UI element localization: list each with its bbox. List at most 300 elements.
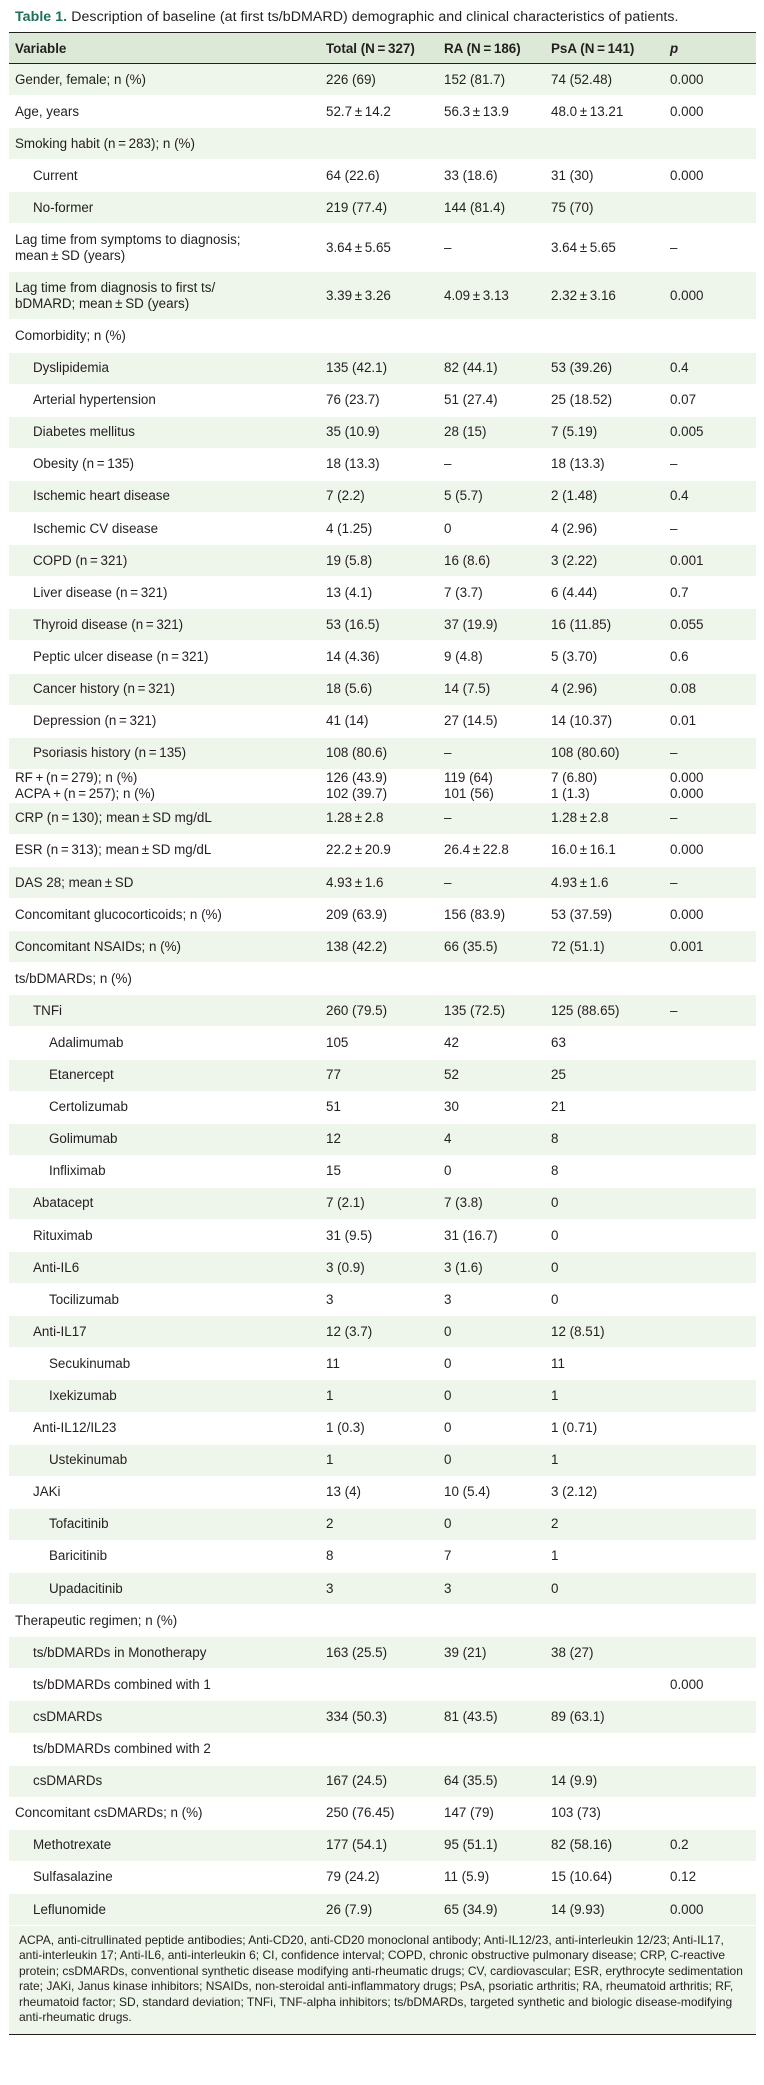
cell-psa-value: 4 (2.96)	[551, 681, 598, 697]
cell-p-value	[664, 834, 756, 866]
table-row	[9, 1829, 756, 1861]
cell-psa	[545, 866, 664, 898]
cell-p-value	[664, 609, 756, 641]
cell-psa-value: 6 (4.44)	[551, 584, 598, 600]
cell-total	[320, 995, 438, 1027]
cell-ra-value: 0	[444, 1323, 452, 1339]
cell-ra-value: 144 (81.4)	[444, 199, 506, 215]
cell-ra-value: 52	[444, 1067, 459, 1083]
cell-total	[320, 192, 438, 224]
variable-label: JAKi	[33, 1484, 61, 1500]
cell-psa-value: 1	[551, 1452, 559, 1468]
cell-total	[320, 931, 438, 963]
cell-ra	[438, 1316, 545, 1348]
cell-psa	[545, 160, 664, 192]
cell-variable	[9, 866, 320, 898]
cell-psa	[545, 1284, 664, 1316]
cell-p-value	[664, 705, 756, 737]
cell-p-value	[664, 224, 756, 272]
cell-ra	[438, 224, 545, 272]
cell-total	[320, 1412, 438, 1444]
cell-total	[320, 160, 438, 192]
cell-total	[320, 1059, 438, 1091]
cell-ra	[438, 673, 545, 705]
cell-total-value: 77	[326, 1067, 341, 1083]
cell-total	[320, 1123, 438, 1155]
cell-ra-value: 56.3 ± 13.9	[444, 103, 509, 119]
cell-p-value	[664, 963, 756, 995]
cell-ra-value: 66 (35.5)	[444, 938, 498, 954]
cell-variable	[9, 192, 320, 224]
cell-p-value-value: 0.001	[670, 552, 704, 568]
cell-total-value: 4.93 ± 1.6	[326, 874, 384, 890]
table-row	[9, 448, 756, 480]
cell-p-value-value: 0.7	[670, 584, 689, 600]
cell-total-value: 3 (0.9)	[326, 1259, 365, 1275]
cell-p-value	[664, 1220, 756, 1252]
cell-psa	[545, 1861, 664, 1893]
cell-total-value: 167 (24.5)	[326, 1773, 388, 1789]
cell-ra-value: 0	[444, 1452, 452, 1468]
cell-ra	[438, 1155, 545, 1187]
cell-psa-value: 4.93 ± 1.6	[551, 874, 609, 890]
cell-ra	[438, 769, 545, 802]
table-row	[9, 513, 756, 545]
cell-ra	[438, 96, 545, 128]
cell-ra-value: 0	[444, 1163, 452, 1179]
cell-ra	[438, 963, 545, 995]
cell-variable	[9, 609, 320, 641]
variable-label: Lag time from symptoms to diagnosis;	[15, 231, 241, 247]
cell-variable	[9, 320, 320, 352]
cell-psa	[545, 963, 664, 995]
cell-total	[320, 1540, 438, 1572]
cell-ra	[438, 1701, 545, 1733]
cell-total-value: 79 (24.2)	[326, 1869, 380, 1885]
cell-total	[320, 1316, 438, 1348]
cell-p-value	[664, 416, 756, 448]
cell-psa	[545, 995, 664, 1027]
table-row	[9, 609, 756, 641]
variable-label: Arterial hypertension	[33, 392, 156, 408]
cell-p-value	[664, 769, 756, 802]
cell-p-value	[664, 1059, 756, 1091]
cell-psa	[545, 1540, 664, 1572]
characteristics-table	[9, 32, 756, 2035]
variable-label: Leflunomide	[33, 1901, 106, 1917]
cell-p-value	[664, 1476, 756, 1508]
cell-total-value: 13 (4.1)	[326, 584, 373, 600]
variable-label: Dyslipidemia	[33, 360, 109, 376]
variable-label: Etanercept	[49, 1067, 114, 1083]
cell-psa-value: 63	[551, 1034, 566, 1050]
cell-p-value	[664, 545, 756, 577]
variable-label: Thyroid disease (n = 321)	[33, 616, 184, 632]
cell-psa	[545, 737, 664, 769]
cell-psa	[545, 769, 664, 802]
variable-label: DAS 28; mean ± SD	[15, 874, 134, 890]
cell-p-value-value: 0.07	[670, 392, 697, 408]
cell-total	[320, 1669, 438, 1701]
cell-ra-value: 10 (5.4)	[444, 1484, 491, 1500]
cell-total	[320, 1155, 438, 1187]
cell-variable	[9, 1348, 320, 1380]
cell-p-value	[664, 64, 756, 96]
cell-ra	[438, 1829, 545, 1861]
cell-total	[320, 1765, 438, 1797]
cell-psa	[545, 1476, 664, 1508]
cell-total	[320, 1091, 438, 1123]
cell-ra	[438, 1893, 545, 1925]
cell-ra-value: 3	[444, 1580, 452, 1596]
cell-p-value	[664, 320, 756, 352]
cell-p-value-value: 0.2	[670, 1837, 689, 1853]
cell-ra	[438, 1861, 545, 1893]
cell-p-value	[664, 931, 756, 963]
cell-p-value-value: –	[670, 239, 678, 255]
cell-ra-value: 3	[444, 1291, 452, 1307]
cell-ra-value: 31 (16.7)	[444, 1227, 498, 1243]
table-row	[9, 1540, 756, 1572]
table-row	[9, 1861, 756, 1893]
table-row	[9, 1573, 756, 1605]
cell-psa-value: 11	[551, 1355, 565, 1371]
cell-p-value	[664, 513, 756, 545]
cell-total	[320, 705, 438, 737]
cell-psa	[545, 1123, 664, 1155]
cell-total	[320, 577, 438, 609]
cell-psa	[545, 96, 664, 128]
cell-psa-value: 3.64 ± 5.65	[551, 239, 616, 255]
variable-label: Adalimumab	[49, 1034, 124, 1050]
cell-variable	[9, 1123, 320, 1155]
table-row	[9, 899, 756, 931]
cell-variable	[9, 769, 320, 802]
cell-psa	[545, 192, 664, 224]
cell-p-value-value: –	[670, 520, 678, 536]
cell-variable	[9, 224, 320, 272]
cell-p-value	[664, 866, 756, 898]
cell-ra-value: 4.09 ± 3.13	[444, 287, 509, 303]
cell-total	[320, 673, 438, 705]
cell-psa	[545, 1444, 664, 1476]
cell-psa-value: 89 (63.1)	[551, 1708, 605, 1724]
cell-p-value	[664, 1412, 756, 1444]
cell-p-value-value: 0.001	[670, 938, 704, 954]
table-row	[9, 1187, 756, 1219]
cell-ra	[438, 1669, 545, 1701]
table-row	[9, 1476, 756, 1508]
cell-p-value	[664, 1091, 756, 1123]
cell-psa	[545, 1220, 664, 1252]
variable-label: Age, years	[15, 103, 80, 119]
cell-psa	[545, 1573, 664, 1605]
table-caption-label: Table 1.	[15, 9, 68, 25]
table-row	[9, 1252, 756, 1284]
cell-ra-value: 4	[444, 1131, 452, 1147]
cell-total	[320, 834, 438, 866]
cell-psa	[545, 1091, 664, 1123]
cell-total-value: 41 (14)	[326, 713, 369, 729]
variable-label: Concomitant csDMARDs; n (%)	[15, 1805, 203, 1821]
cell-ra-value: 81 (43.5)	[444, 1708, 498, 1724]
cell-p-value-value: 0.000	[670, 71, 704, 87]
variable-label: Anti-IL6	[33, 1259, 80, 1275]
variable-label: Diabetes mellitus	[33, 424, 135, 440]
table-row	[9, 384, 756, 416]
cell-variable	[9, 1284, 320, 1316]
cell-total	[320, 1861, 438, 1893]
cell-psa	[545, 64, 664, 96]
cell-total	[320, 609, 438, 641]
cell-psa-value: 3 (2.22)	[551, 552, 598, 568]
cell-p-value	[664, 352, 756, 384]
cell-variable	[9, 995, 320, 1027]
cell-variable	[9, 352, 320, 384]
cell-variable	[9, 1187, 320, 1219]
cell-total-value: 1	[326, 1388, 334, 1404]
cell-p-value-value: –	[670, 874, 678, 890]
cell-ra-value: 64 (35.5)	[444, 1773, 498, 1789]
cell-total-value: 209 (63.9)	[326, 906, 388, 922]
cell-ra	[438, 1508, 545, 1540]
cell-psa	[545, 1669, 664, 1701]
cell-psa	[545, 448, 664, 480]
cell-variable	[9, 1059, 320, 1091]
cell-psa-value: 7 (5.19)	[551, 424, 598, 440]
cell-p-value	[664, 1765, 756, 1797]
cell-variable	[9, 480, 320, 512]
cell-p-value-value-line2: 0.000	[670, 785, 704, 801]
table-row	[9, 320, 756, 352]
cell-total	[320, 1605, 438, 1637]
cell-variable	[9, 1893, 320, 1925]
cell-total	[320, 96, 438, 128]
cell-total-value: 26 (7.9)	[326, 1901, 373, 1917]
cell-psa	[545, 1829, 664, 1861]
cell-ra	[438, 272, 545, 320]
cell-p-value	[664, 1605, 756, 1637]
cell-variable	[9, 1637, 320, 1669]
table-row	[9, 160, 756, 192]
cell-total	[320, 1380, 438, 1412]
cell-psa	[545, 352, 664, 384]
table-row	[9, 1797, 756, 1829]
cell-ra	[438, 1027, 545, 1059]
cell-psa	[545, 1059, 664, 1091]
cell-ra	[438, 448, 545, 480]
cell-ra-value: 0	[444, 1355, 452, 1371]
cell-p-value	[664, 192, 756, 224]
cell-p-value	[664, 480, 756, 512]
cell-total-value: 53 (16.5)	[326, 616, 380, 632]
table-body	[9, 64, 756, 1926]
cell-psa	[545, 834, 664, 866]
variable-label: Obesity (n = 135)	[33, 456, 135, 472]
cell-total-value: 3	[326, 1291, 334, 1307]
cell-ra	[438, 545, 545, 577]
cell-psa	[545, 128, 664, 160]
cell-psa-value: 3 (2.12)	[551, 1484, 598, 1500]
cell-variable	[9, 1316, 320, 1348]
header-total: Total (N = 327)	[320, 33, 438, 64]
cell-variable	[9, 1252, 320, 1284]
cell-total	[320, 128, 438, 160]
cell-total-value: 3	[326, 1580, 334, 1596]
cell-psa	[545, 705, 664, 737]
cell-total-value: 226 (69)	[326, 71, 376, 87]
cell-psa-value: 1	[551, 1388, 559, 1404]
cell-p-value	[664, 1252, 756, 1284]
cell-ra	[438, 609, 545, 641]
cell-ra	[438, 384, 545, 416]
table-row	[9, 1669, 756, 1701]
cell-total-value: 108 (80.6)	[326, 745, 388, 761]
table-row	[9, 192, 756, 224]
cell-p-value	[664, 1155, 756, 1187]
cell-variable	[9, 737, 320, 769]
cell-variable	[9, 416, 320, 448]
cell-p-value-value: 0.055	[670, 616, 704, 632]
cell-total	[320, 513, 438, 545]
cell-variable	[9, 673, 320, 705]
cell-psa	[545, 1508, 664, 1540]
cell-psa-value: 14 (9.9)	[551, 1773, 598, 1789]
cell-ra-value: 37 (19.9)	[444, 616, 498, 632]
cell-p-value-value: 0.08	[670, 681, 697, 697]
variable-label: Cancer history (n = 321)	[33, 681, 175, 697]
table-row	[9, 577, 756, 609]
cell-ra	[438, 577, 545, 609]
cell-total	[320, 866, 438, 898]
cell-psa-value: 103 (73)	[551, 1805, 601, 1821]
variable-label: ts/bDMARDs in Monotherapy	[33, 1644, 207, 1660]
cell-ra	[438, 1252, 545, 1284]
cell-variable	[9, 1861, 320, 1893]
cell-variable	[9, 1765, 320, 1797]
cell-psa-value: 4 (2.96)	[551, 520, 598, 536]
cell-p-value-value: 0.000	[670, 167, 704, 183]
cell-total	[320, 769, 438, 802]
cell-total-value: 13 (4)	[326, 1484, 361, 1500]
cell-psa-value: 53 (37.59)	[551, 906, 613, 922]
cell-psa-value: 0	[551, 1259, 559, 1275]
cell-ra	[438, 834, 545, 866]
cell-total	[320, 1637, 438, 1669]
cell-psa-value: 125 (88.65)	[551, 1002, 620, 1018]
cell-psa-value: 74 (52.48)	[551, 71, 613, 87]
table-row	[9, 834, 756, 866]
variable-label: Infliximab	[49, 1163, 106, 1179]
cell-ra	[438, 416, 545, 448]
cell-psa-value: 2 (1.48)	[551, 488, 598, 504]
cell-psa-value: 1 (0.71)	[551, 1420, 598, 1436]
cell-p-value	[664, 1797, 756, 1829]
cell-psa-value: 18 (13.3)	[551, 456, 605, 472]
cell-p-value	[664, 1380, 756, 1412]
cell-ra-value: –	[444, 810, 452, 826]
table-row	[9, 1380, 756, 1412]
cell-p-value	[664, 1669, 756, 1701]
table-row	[9, 352, 756, 384]
header-variable: Variable	[9, 33, 320, 64]
cell-psa-value: 108 (80.60)	[551, 745, 620, 761]
cell-ra	[438, 1348, 545, 1380]
cell-total-value: 18 (5.6)	[326, 681, 373, 697]
cell-total	[320, 1701, 438, 1733]
cell-psa-value: 53 (39.26)	[551, 360, 613, 376]
cell-total	[320, 1508, 438, 1540]
cell-p-value-value: 0.01	[670, 713, 697, 729]
cell-total	[320, 1444, 438, 1476]
cell-ra-value: 0	[444, 1388, 452, 1404]
cell-psa	[545, 609, 664, 641]
cell-ra	[438, 128, 545, 160]
table-row	[9, 1637, 756, 1669]
cell-ra	[438, 192, 545, 224]
cell-psa-value: 8	[551, 1131, 559, 1147]
cell-p-value-value: –	[670, 810, 678, 826]
cell-ra-value: 5 (5.7)	[444, 488, 483, 504]
cell-psa	[545, 224, 664, 272]
cell-total	[320, 963, 438, 995]
table-row	[9, 416, 756, 448]
table-row	[9, 1348, 756, 1380]
header-p-value: p	[664, 33, 756, 64]
cell-psa-value-line2: 1 (1.3)	[551, 785, 590, 801]
table-row	[9, 737, 756, 769]
cell-p-value	[664, 1701, 756, 1733]
table-footnote-row	[9, 1926, 756, 2034]
cell-psa	[545, 1316, 664, 1348]
table-row	[9, 1733, 756, 1765]
cell-ra-value-line2: 101 (56)	[444, 785, 494, 801]
cell-psa	[545, 513, 664, 545]
cell-psa	[545, 1893, 664, 1925]
cell-psa-value: 0	[551, 1291, 559, 1307]
table-row	[9, 963, 756, 995]
cell-p-value-value: 0.000	[670, 1901, 704, 1917]
cell-p-value-value: 0.6	[670, 648, 689, 664]
cell-psa	[545, 416, 664, 448]
table-row	[9, 1605, 756, 1637]
cell-ra-value: –	[444, 239, 452, 255]
cell-total	[320, 272, 438, 320]
variable-label-line2: ACPA + (n = 257); n (%)	[15, 785, 155, 801]
table-caption	[15, 7, 756, 27]
cell-total-value: 126 (43.9)	[326, 769, 388, 785]
cell-ra	[438, 513, 545, 545]
cell-ra-value: 95 (51.1)	[444, 1837, 498, 1853]
cell-ra	[438, 480, 545, 512]
cell-ra-value: 39 (21)	[444, 1644, 487, 1660]
cell-variable	[9, 128, 320, 160]
cell-ra-value: 33 (18.6)	[444, 167, 498, 183]
cell-total-value: 22.2 ± 20.9	[326, 842, 391, 858]
cell-total-value: 7 (2.1)	[326, 1195, 365, 1211]
cell-total	[320, 1829, 438, 1861]
cell-variable	[9, 1573, 320, 1605]
cell-p-value	[664, 1829, 756, 1861]
cell-psa-value: 14 (10.37)	[551, 713, 613, 729]
cell-ra-value: 27 (14.5)	[444, 713, 498, 729]
cell-p-value	[664, 673, 756, 705]
cell-variable	[9, 1091, 320, 1123]
table-row	[9, 769, 756, 802]
cell-ra	[438, 899, 545, 931]
variable-label: Therapeutic regimen; n (%)	[15, 1612, 178, 1628]
variable-label: Concomitant glucocorticoids; n (%)	[15, 906, 222, 922]
